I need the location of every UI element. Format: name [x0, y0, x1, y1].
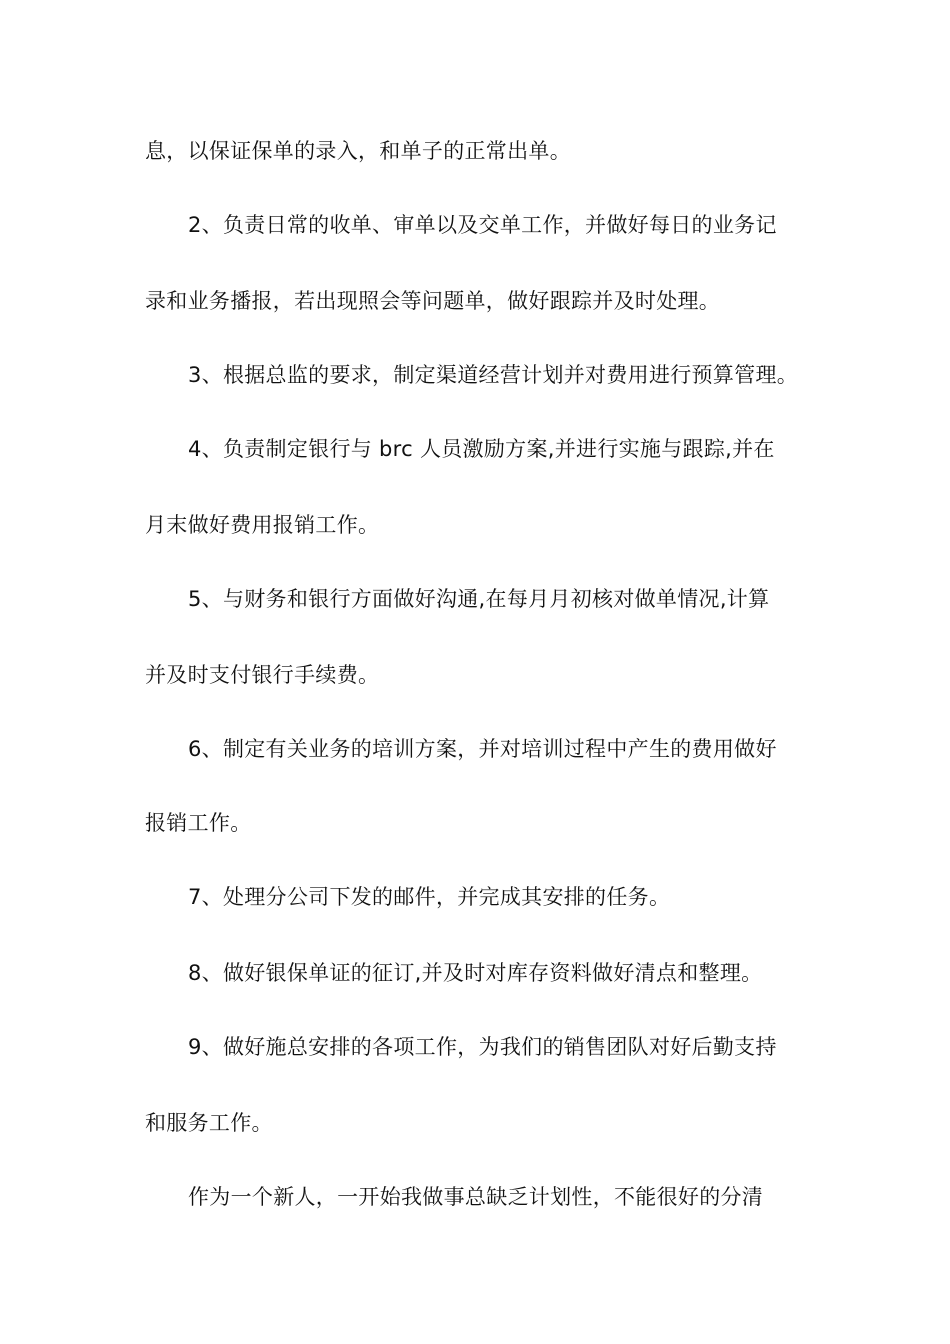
list-item-2-line: 2、负责日常的收单、审单以及交单工作，并做好每日的业务记 — [188, 213, 777, 237]
text-line: 息，以保证保单的录入，和单子的正常出单。 — [145, 139, 571, 163]
text-line: 月末做好费用报销工作。 — [145, 513, 380, 537]
list-item-7-line: 7、处理分公司下发的邮件，并完成其安排的任务。 — [188, 885, 671, 909]
list-item-5-line: 5、与财务和银行方面做好沟通,在每月月初核对做单情况,计算 — [188, 587, 770, 611]
list-item-8-line: 8、做好银保单证的征订,并及时对库存资料做好清点和整理。 — [188, 961, 763, 985]
list-item-6-line: 6、制定有关业务的培训方案，并对培训过程中产生的费用做好 — [188, 737, 777, 761]
paragraph-line: 作为一个新人，一开始我做事总缺乏计划性，不能很好的分清 — [188, 1185, 764, 1209]
text-line: 录和业务播报，若出现照会等问题单，做好跟踪并及时处理。 — [145, 289, 721, 313]
list-item-9-line: 9、做好施总安排的各项工作，为我们的销售团队对好后勤支持 — [188, 1035, 777, 1059]
list-item-3-line: 3、根据总监的要求，制定渠道经营计划并对费用进行预算管理。 — [188, 363, 799, 387]
text-line: 报销工作。 — [145, 811, 252, 835]
list-item-4-line: 4、负责制定银行与 brc 人员激励方案,并进行实施与跟踪,并在 — [188, 437, 775, 461]
text-line: 和服务工作。 — [145, 1111, 273, 1135]
text-line: 并及时支付银行手续费。 — [145, 663, 380, 687]
